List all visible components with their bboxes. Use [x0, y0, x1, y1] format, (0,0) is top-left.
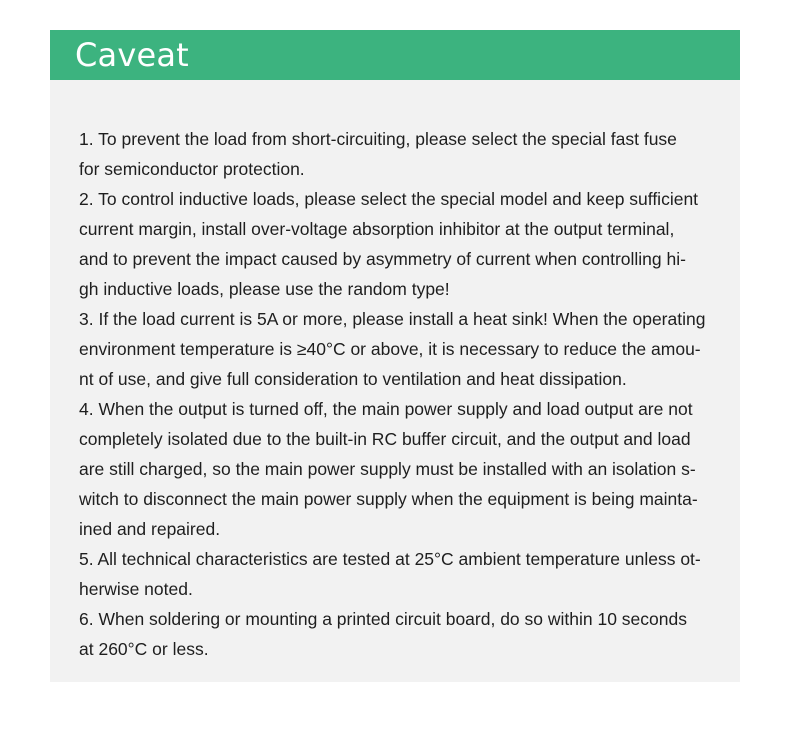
- text-line: at 260°C or less.: [79, 639, 209, 659]
- text-line: ined and repaired.: [79, 519, 221, 539]
- text-line: 3. If the load current is 5A or more, please install a heat sink! When the operating: [79, 309, 706, 329]
- text-line: environment temperature is ≥40°C or above, it is necessary to reduce the amou-: [79, 339, 701, 359]
- caveat-text-block: [79, 124, 739, 664]
- caveat-title: Caveat: [75, 36, 189, 74]
- text-line: 6. When soldering or mounting a printed circuit board, do so within 10 seconds: [79, 609, 687, 629]
- text-line: completely isolated due to the built-in RC buffer circuit, and the output and load: [79, 429, 691, 449]
- text-line: 2. To control inductive loads, please select the special model and keep sufficient: [79, 189, 699, 209]
- text-line: 5. All technical characteristics are tested at 25°C ambient temperature unless ot-: [79, 549, 701, 569]
- text-line: for semiconductor protection.: [79, 159, 305, 179]
- caveat-panel: [50, 30, 740, 682]
- text-line: current margin, install over-voltage absorption inhibitor at the output terminal,: [79, 219, 675, 239]
- text-line: witch to disconnect the main power supply when the equipment is being mainta-: [79, 489, 698, 509]
- text-line: and to prevent the impact caused by asymmetry of current when controlling hi-: [79, 249, 686, 269]
- text-line: 1. To prevent the load from short-circuiting, please select the special fast fuse: [79, 129, 677, 149]
- text-line: 4. When the output is turned off, the main power supply and load output are not: [79, 399, 693, 419]
- text-line: gh inductive loads, please use the random type!: [79, 279, 450, 299]
- text-line: are still charged, so the main power supply must be installed with an isolation s-: [79, 459, 696, 479]
- caveat-header: [50, 30, 740, 80]
- text-line: nt of use, and give full consideration to ventilation and heat dissipation.: [79, 369, 627, 389]
- text-line: herwise noted.: [79, 579, 193, 599]
